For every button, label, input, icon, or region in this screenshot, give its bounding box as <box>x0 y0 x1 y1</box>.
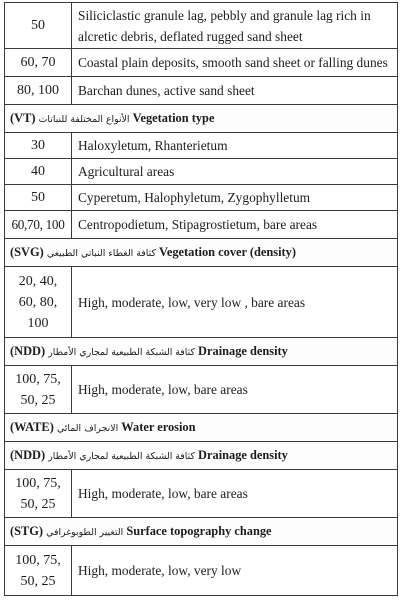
description-cell: Siliciclastic granule lag, pebbly and granule lag rich in alcretic debris, deflated rugged sand sheet <box>72 3 398 49</box>
score-line: 100 <box>27 315 49 331</box>
score-line: 50, 25 <box>20 573 56 589</box>
section-abbr: (SVG) <box>10 245 44 259</box>
description-cell: Barchan dunes, active sand sheet <box>72 77 398 105</box>
score-line: 20, 40, <box>18 273 58 289</box>
criteria-table <box>4 2 398 596</box>
description-cell: Centropodietum, Stipagrostietum, bare areas <box>72 211 398 239</box>
description-cell: Coastal plain deposits, smooth sand sheet or falling dunes <box>72 49 398 77</box>
section-arabic-title: التغيير الطوبوغرافي <box>46 527 124 538</box>
score-line: 100, 75, <box>15 475 61 491</box>
section-header-vegetation-cover <box>5 239 398 267</box>
table-row <box>5 366 398 414</box>
section-header-vegetation-type <box>5 105 398 133</box>
score-cell <box>5 470 72 518</box>
table-row <box>5 185 398 211</box>
section-arabic-title: الأنواع المختلفة للنباتات <box>38 114 130 125</box>
section-header-water-erosion <box>5 414 398 442</box>
description-cell: High, moderate, low, very low <box>72 546 398 596</box>
score-line: 50, 25 <box>20 392 56 408</box>
section-english-title: Water erosion <box>121 420 196 434</box>
score-cell <box>5 267 72 338</box>
table-row <box>5 77 398 105</box>
table-row <box>5 3 398 49</box>
section-abbr: (WATE) <box>10 420 54 434</box>
section-header-surface-topography <box>5 518 398 546</box>
section-arabic-title: كثافة الشبكة الطبيعية لمجاري الأمطار <box>48 347 195 358</box>
table-row <box>5 546 398 596</box>
score-cell: 30 <box>5 133 72 159</box>
description-cell: Agricultural areas <box>72 159 398 185</box>
score-line: 100, 75, <box>15 552 61 568</box>
section-header-drainage-density <box>5 338 398 366</box>
score-cell: 50 <box>5 3 72 49</box>
table-row <box>5 159 398 185</box>
score-cell: 60,70, 100 <box>5 211 72 239</box>
section-abbr: (VT) <box>10 111 36 125</box>
table-row <box>5 470 398 518</box>
description-cell: Cyperetum, Halophyletum, Zygophylletum <box>72 185 398 211</box>
section-abbr: (NDD) <box>10 448 46 462</box>
section-arabic-title: الانجراف المائي <box>56 423 119 434</box>
section-header-drainage-density <box>5 442 398 470</box>
score-cell: 60, 70 <box>5 49 72 77</box>
section-english-title: Surface topography change <box>126 524 272 538</box>
table-row <box>5 133 398 159</box>
score-line: 60, 80, <box>18 294 58 310</box>
section-english-title: Drainage density <box>198 344 288 358</box>
section-arabic-title: كثافة الغطاء النباتي الطبيعي <box>46 248 156 259</box>
table-row <box>5 211 398 239</box>
section-abbr: (NDD) <box>10 344 46 358</box>
description-cell: High, moderate, low, bare areas <box>72 470 398 518</box>
score-line: 50, 25 <box>20 496 56 512</box>
description-cell: Haloxyletum, Rhanterietum <box>72 133 398 159</box>
section-english-title: Vegetation cover (density) <box>159 245 297 259</box>
table-row <box>5 267 398 338</box>
section-english-title: Vegetation type <box>132 111 215 125</box>
section-arabic-title: كثافة الشبكة الطبيعية لمجاري الأمطار <box>48 451 195 462</box>
score-cell: 50 <box>5 185 72 211</box>
score-cell <box>5 366 72 414</box>
score-cell <box>5 546 72 596</box>
section-abbr: (STG) <box>10 524 44 538</box>
section-english-title: Drainage density <box>198 448 288 462</box>
table-row <box>5 49 398 77</box>
description-cell: High, moderate, low, bare areas <box>72 366 398 414</box>
score-line: 100, 75, <box>15 371 61 387</box>
score-cell: 40 <box>5 159 72 185</box>
score-cell: 80, 100 <box>5 77 72 105</box>
description-cell: High, moderate, low, very low , bare areas <box>72 267 398 338</box>
